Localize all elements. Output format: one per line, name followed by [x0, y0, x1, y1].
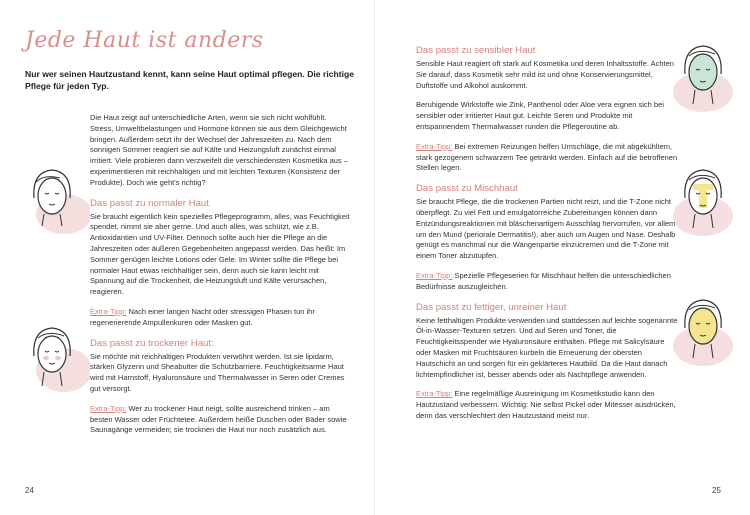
dry-skin-tip — [90, 404, 350, 436]
dry-skin-paragraph: Sie möchte mit reichhaltigen Produkten verwöhnt werden. Ist sie lipidarm, stärken Glyzerin und Sheabutter die Schutzbarriere. Feuchtigkeitsarme Haut wird mit Harnstoff, Hyaluronsäure und Thermalwasser in Seren oder Cremes gut versorgt. — [90, 351, 345, 393]
heading-dry-skin: Das passt zu trockener Haut: — [90, 337, 214, 349]
tip-label: Extra-Tipp: — [90, 403, 127, 413]
normal-skin-paragraph: Sie braucht eigentlich kein spezielles Pflegeprogramm, alles, was Feuchtigkeit spendet, nimmt sie aber gerne. Und auch alles, was schützt, wie z.B. Antioxidantien und UV-Filter. Dennoch sollte auch hier die Pflege an die Jahreszeiten oder äußeren Gegebenheiten angepasst werden. Das heißt: Im Sommer genügen leichte Lotions oder Gele. Im Winter sollte die Pflege bei normaler Haut etwas reichhaltiger sein, denn auch sie kann leicht mit Spannung auf die Trockenheit, die Heizungsluft und Kälte verursachen, reagieren. — [90, 211, 350, 297]
heading-normal-skin: Das passt zu normaler Haut — [90, 197, 209, 209]
heading-mixed-skin: Das passt zu Mischhaut — [416, 183, 518, 195]
right-text-column — [416, 45, 678, 431]
page-title: Jede Haut ist anders — [25, 28, 264, 53]
oily-skin-paragraph: Keine fetthaltigen Produkte verwenden und stattdessen auf leichte sogenannte Öl-in-Wasser-Texturen setzen. Und auf Seren und Toner, die Feuchtigkeitsspender wie Hyaluronsäure enthalten. Pflege mit Salicylsäure oder Masken mit Fruchtsäuren kurbeln die Erneuerung der obersten Hautschicht an und sorgen für ein geklärteres Hautbild. Da die Haut danach lichtempfindlicher ist, besser abends oder als Nachtpflege anwenden. — [416, 315, 678, 379]
sensitive-skin-tip — [416, 142, 678, 174]
tip-text: Nach einer langen Nacht oder stressigen Phasen tun ihr regenerierende Ampullenkuren oder Masken gut. — [90, 306, 315, 327]
face-icon-dry — [20, 320, 90, 403]
normal-skin-tip — [90, 307, 350, 329]
mixed-skin-tip — [416, 271, 678, 293]
face-icon-mixed-mask — [667, 162, 739, 245]
tip-text: Bei extremen Reizungen helfen Umschläge, die mit abgekühltem, stark gezogenem schwarzem Tee getränkt werden. Einfach auf die betroffenen Stellen legen. — [416, 141, 678, 173]
tip-text: Wer zu trockener Haut neigt, sollte ausreichend trinken – am besten Wasser oder Früchtetee. Außerdem heiße Duschen oder Bäder sowie Saunagänge vermeiden; sie trocknen die Haut nur noch zusätzlich aus. — [90, 403, 347, 435]
tip-label: Extra-Tipp: — [416, 389, 453, 399]
sensitive-skin-paragraph: Sensible Haut reagiert oft stark auf Kosmetika und deren Inhaltsstoffe. Achten Sie darauf, dass Kosmetik sehr mild ist und ohne Konservierungsmittel, Duftstoffe und Alkohol auskommt. — [416, 59, 674, 90]
mixed-skin-paragraph: Sie braucht Pflege, die die trockenen Partien nicht reizt, und die T-Zone nicht überpflegt. Zu viel Fett und emulgatorreiche Zubereitungen können dann Entzündungsreaktionen mit bläschenartigem Ausschlag hervorrufen, vor allem um den Mund (periorale Dermatitis!), aber auch um Augen und Nase. Deshalb genügt es manchmal nur die Wangenpartie einzucremen und die T-Zone mit einem Toner abzutupfen. — [416, 197, 676, 261]
face-icon-sensitive-mask — [667, 38, 739, 121]
face-icon-normal — [20, 160, 90, 243]
tip-label: Extra-Tipp: — [416, 270, 453, 280]
heading-sensitive-skin: Das passt zu sensibler Haut — [416, 45, 536, 56]
lead-paragraph: Nur wer seinen Hautzustand kennt, kann seine Haut optimal pflegen. Die richtige Pflege für jeden Typ. — [25, 69, 355, 91]
tip-text: Spezielle Pflegeserien für Mischhaut helfen die unterschiedlichen Bedürfnisse auszugleichen. — [416, 270, 671, 291]
heading-oily-skin: Das passt zu fettiger, unreiner Haut — [416, 301, 567, 313]
right-page — [375, 0, 750, 515]
tip-label: Extra-Tipp: — [90, 306, 127, 316]
tip-text: Eine regelmäßige Ausreinigung im Kosmetikstudio kann den Hautzustand verbessern. Wichtig: Nie selbst Pickel oder Mitesser ausdrücken, denn das verschlechtert den Hautzustand meist nur. — [416, 389, 676, 420]
oily-skin-tip — [416, 389, 678, 421]
face-icon-oily-mask — [667, 292, 739, 375]
intro-paragraph: Die Haut zeigt auf unterschiedliche Arten, wenn sie sich nicht wohlfühlt. Stress, Umweltbelastungen und Hormone können sie aus dem Gleichgewicht bringen. Außerdem setzt ihr der Wechsel der Jahreszeiten zu. Nach dem sonnigen Sommer reagiert sie auf Kälte und Heizungsluft zunächst einmal irritiert. Viele probieren dann verzweifelt die verschiedensten Kosmetika aus – experimentieren mit reichhaltigen und mit leichten Texturen (Konsistenz der Produkte). Doch wie geht's richtig? — [90, 113, 348, 187]
sensitive-skin-paragraph-2: Beruhigende Wirkstoffe wie Zink, Panthenol oder Aloe vera eignen sich bei sensibler oder irritierter Haut gut. Leichte Seren und Produkte mit entspannendem Thermalwasser runden die Pflegeroutine ab. — [416, 100, 664, 131]
left-text-column — [90, 113, 350, 445]
tip-label: Extra-Tipp: — [416, 141, 453, 151]
page-number-left: 24 — [25, 486, 34, 495]
page-number-right: 25 — [712, 486, 721, 495]
